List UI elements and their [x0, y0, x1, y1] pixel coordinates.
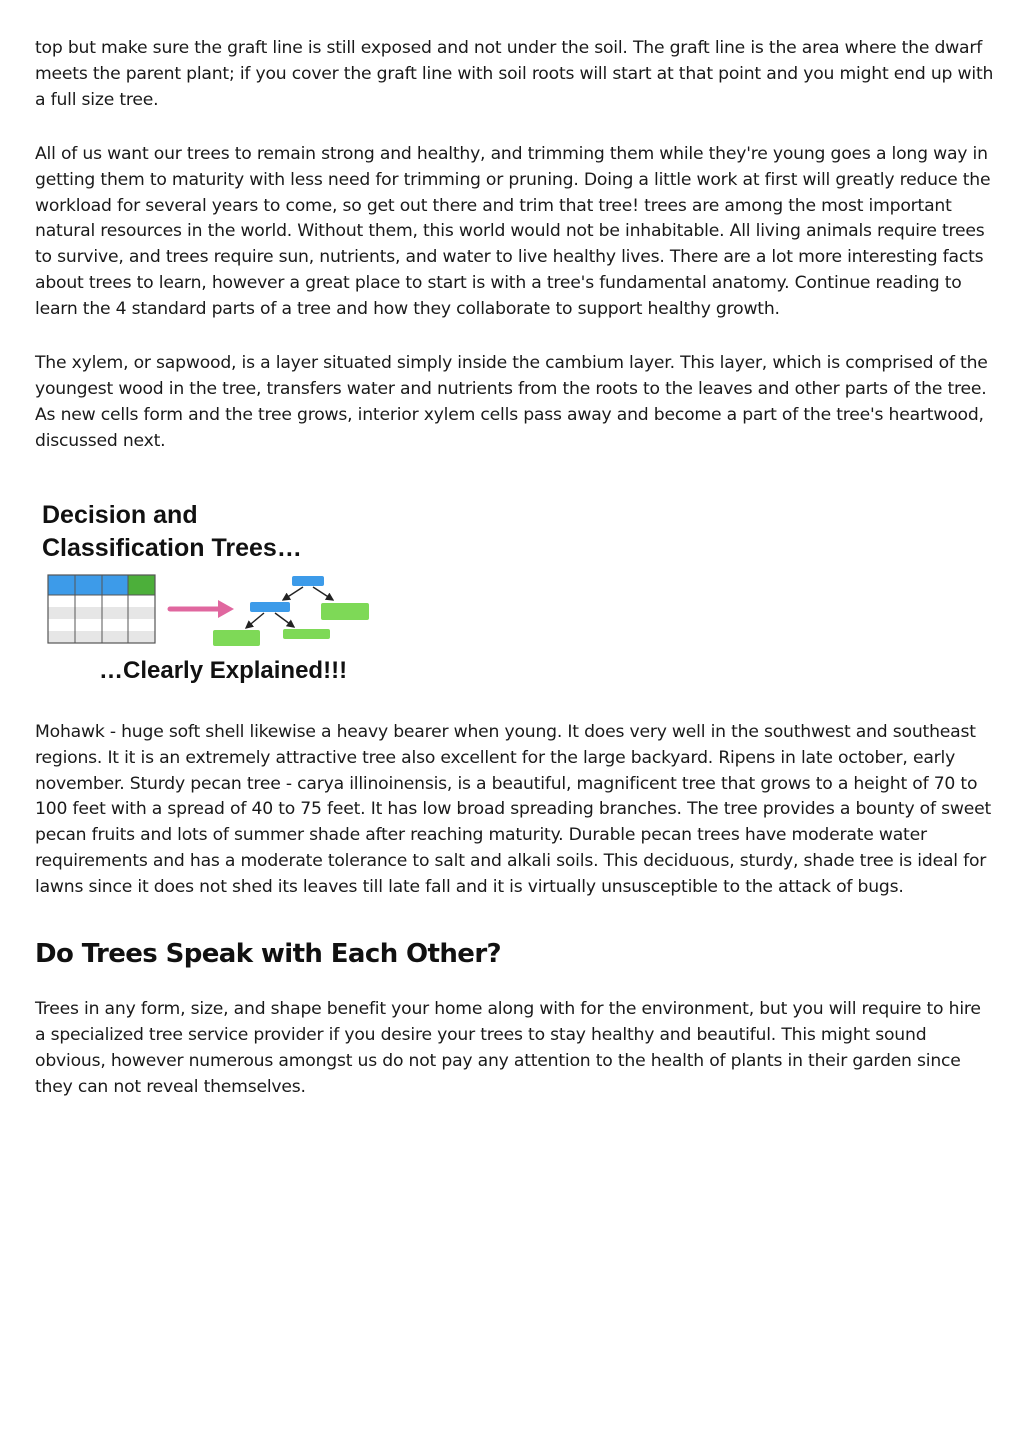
paragraph-graft-line: top but make sure the graft line is still exposed and not under the soil. The graft line is the area where the dwarf meets the parent plant; if you cover the graft line with soil roots will start at that point and you might end up with a full size tree. — [35, 38, 994, 110]
paragraph-xylem: The xylem, or sapwood, is a layer situated simply inside the cambium layer. This layer, which is comprised of the youngest wood in the tree, transfers water and nutrients from the roots to the leaves and other parts of the tree. As new cells form and the tree grows, interior xylem cells pass away and become a part of the tree's heartwood, discussed next. — [35, 353, 988, 451]
figure-title-line-2: Classification Trees… — [42, 533, 302, 562]
root-node — [292, 576, 324, 586]
tree-diagram-graphic — [213, 576, 369, 646]
arrow-right-icon — [170, 600, 234, 618]
decision-tree-figure — [35, 499, 375, 683]
table-header-cell — [48, 575, 75, 595]
table-header-cell — [102, 575, 128, 595]
figure-title — [42, 499, 302, 565]
leaf-node — [213, 630, 260, 646]
figure-caption: …Clearly Explained!!! — [99, 656, 348, 684]
section-heading: Do Trees Speak with Each Other? — [35, 939, 502, 970]
paragraph-pecan-trees: Mohawk - huge soft shell likewise a heavy bearer when young. It does very well in the southwest and southeast regions. It it is an extremely attractive tree also excellent for the large backyard. Ripens in late october, early november. Sturdy pecan tree - carya illinoinensis, is a beautiful, magnificent tree that grows to a height of 70 to 100 feet with a spread of 40 to 75 feet. It has low broad spreading branches. The tree provides a bounty of sweet pecan fruits and lots of summer shade after reaching maturity. Durable pecan trees have moderate water requirements and has a moderate tolerance to salt and alkali soils. This deciduous, sturdy, shade tree is ideal for lawns since it does not shed its leaves till late fall and it is virtually unsusceptible to the attack of bugs. — [35, 721, 992, 898]
table-header-cell — [128, 575, 155, 595]
paragraph-tree-service: Trees in any form, size, and shape benefit your home along with for the environment, but you will require to hire a specialized tree service provider if you desire your trees to stay healthy and beautiful. This might sound obvious, however numerous amongst us do not pay any attention to the health of plants in their garden since they can not reveal themselves. — [35, 999, 981, 1097]
leaf-node — [321, 603, 369, 620]
article-content — [35, 36, 995, 1101]
figure-title-line-1: Decision and — [42, 500, 198, 529]
table-header-cell — [75, 575, 102, 595]
data-table-graphic — [48, 575, 155, 643]
leaf-node — [283, 629, 330, 639]
decision-node — [250, 602, 290, 612]
paragraph-trimming-trees: All of us want our trees to remain strong and healthy, and trimming them while they're young goes a long way in getting them to maturity with less need for trimming or pruning. Doing a little work at first will greatly reduce the workload for several years to come, so get out there and trim that tree! trees are among the most important natural resources in the world. Without them, this world would not be inhabitable. All living animals require trees to survive, and trees require sun, nutrients, and water to live healthy lives. There are a lot more interesting facts about trees to learn, however a great place to start is with a tree's fundamental anatomy. Continue reading to learn the 4 standard parts of a tree and how they collaborate to support healthy growth. — [35, 143, 991, 320]
